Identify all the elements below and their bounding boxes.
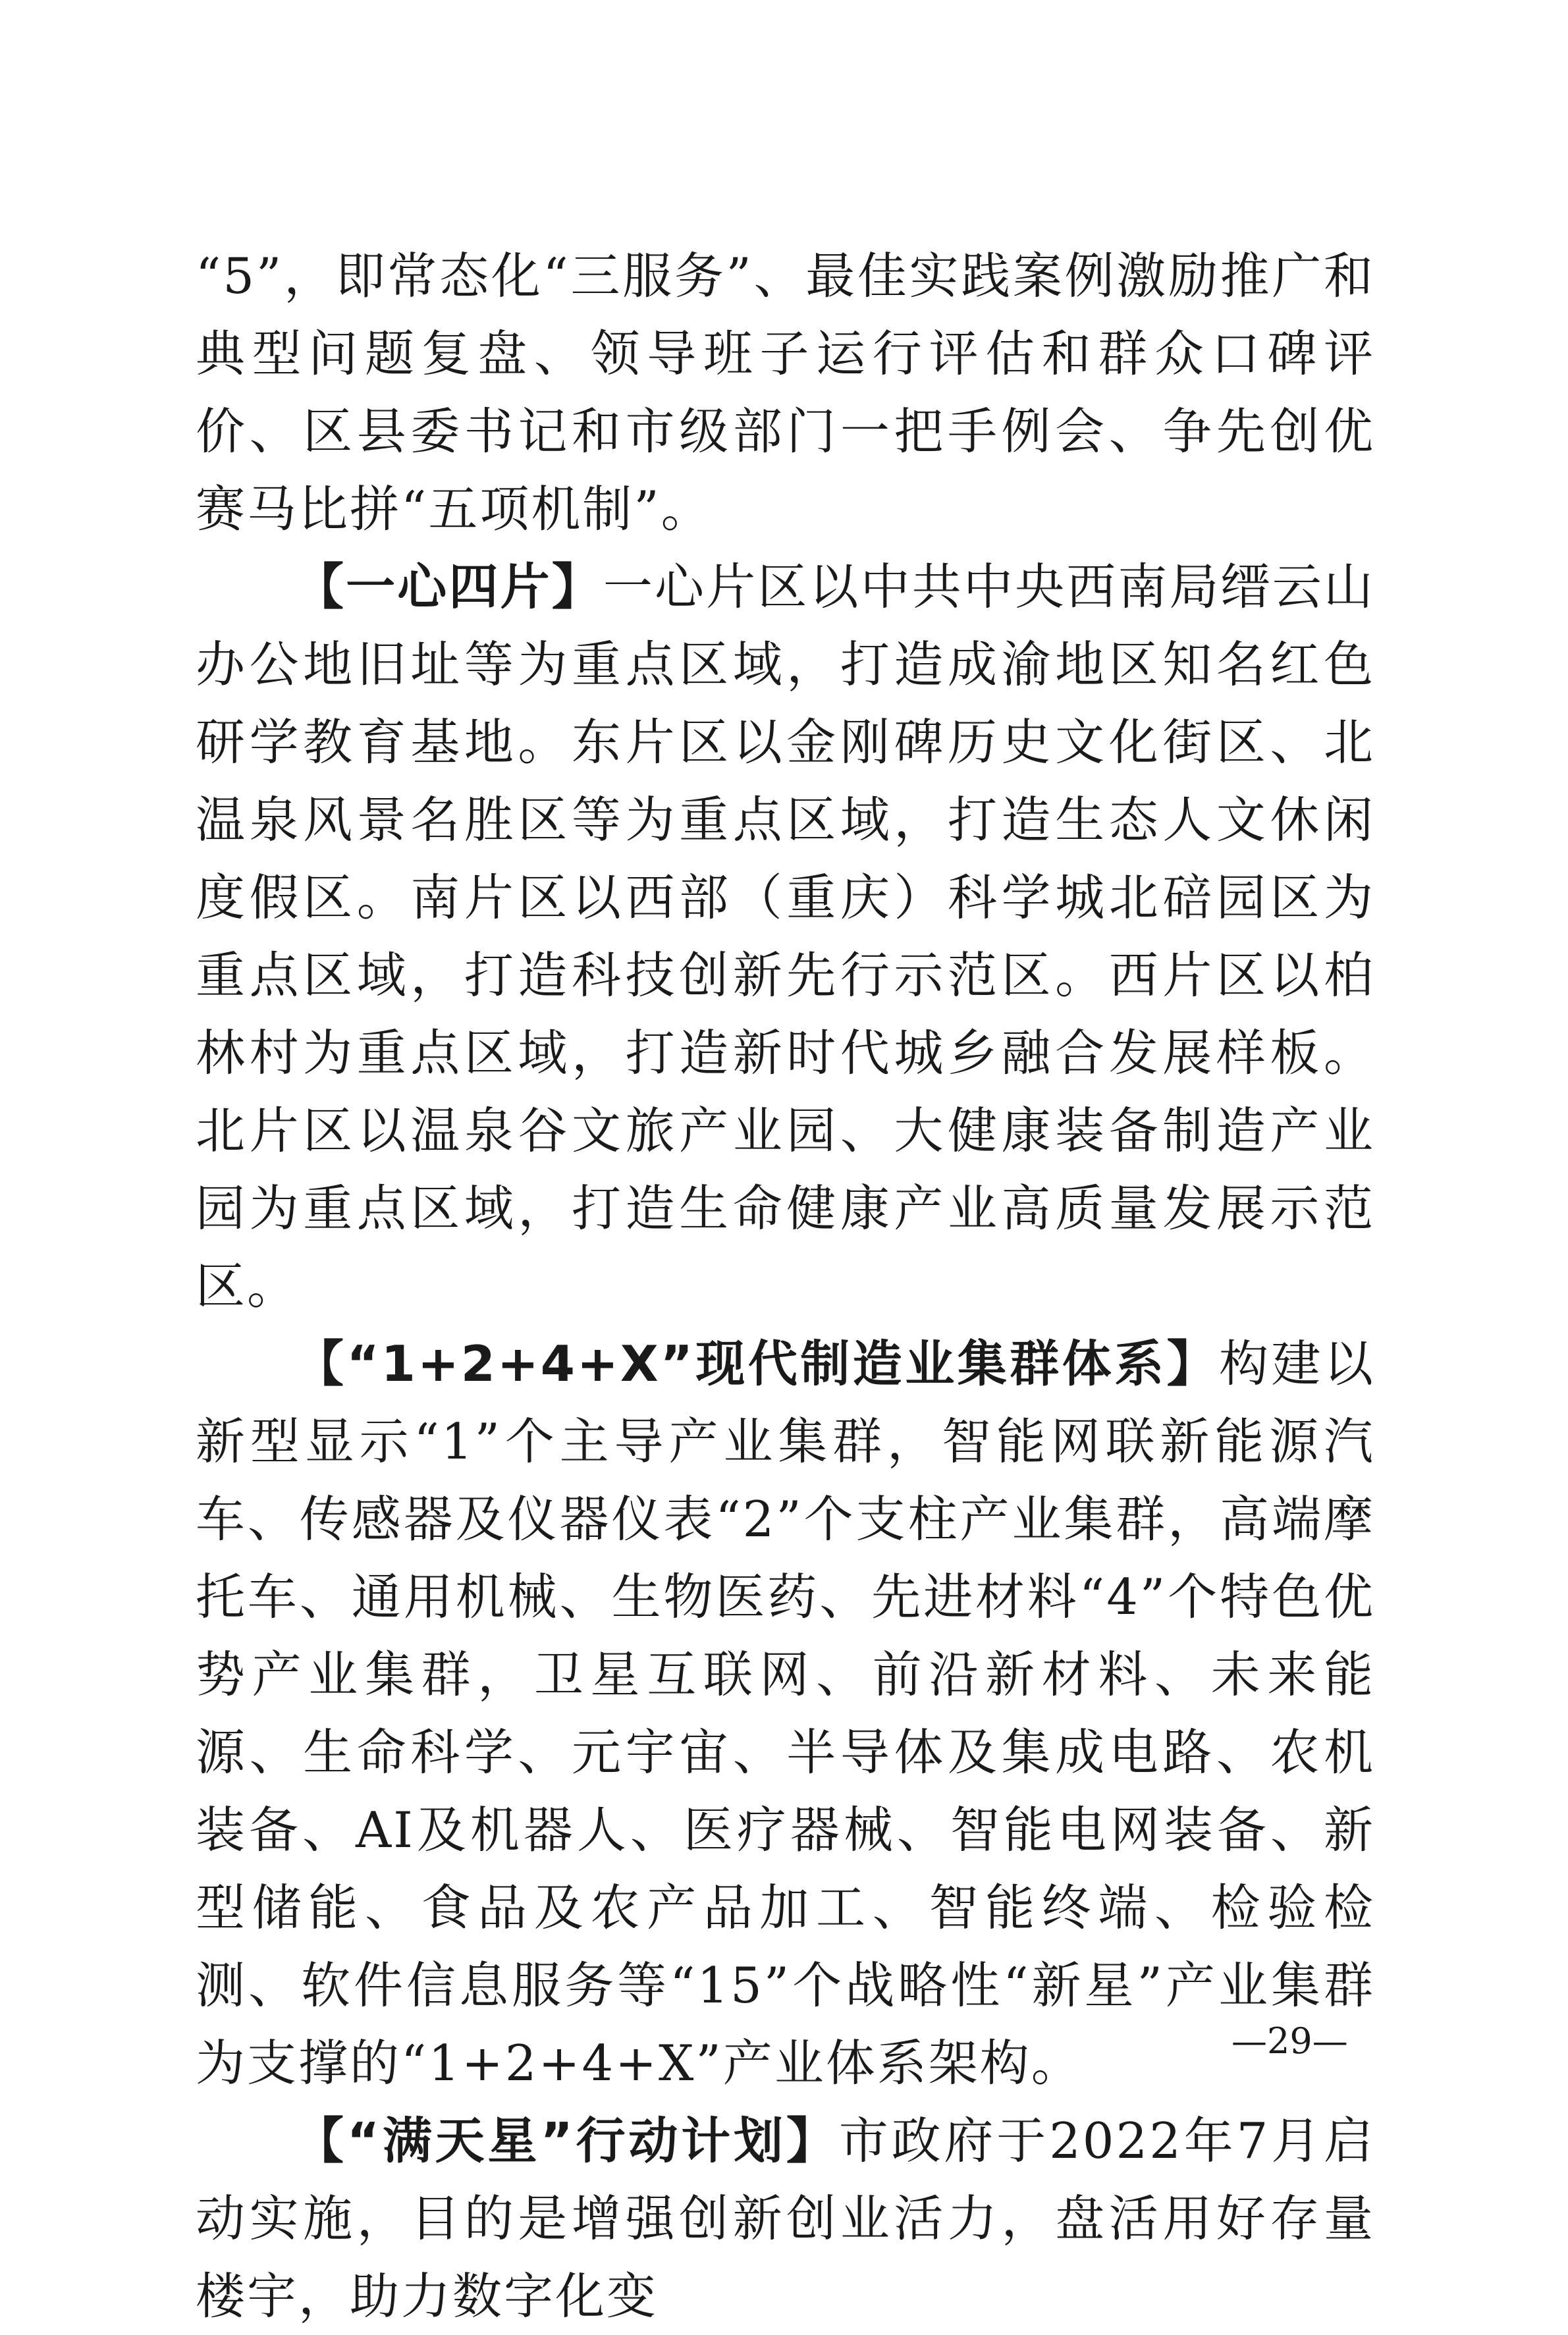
paragraph-yixin-sipian — [196, 548, 1375, 1325]
paragraph-text: 市政府于2022年7月启动实施，目的是增强创新创业活力，盘活用好存量楼宇，助力数字化变 — [196, 2112, 1375, 2325]
paragraph-heading: 【“1+2+4+X”现代制造业集群体系】 — [294, 1335, 1220, 1393]
paragraph-text: “5”，即常态化“三服务”、最佳实践案例激励推广和典型问题复盘、领导班子运行评估和群众口碑评价、区县委书记和市级部门一把手例会、争先创优赛马比拼“五项机制”。 — [196, 247, 1375, 538]
body-text — [196, 237, 1375, 2335]
paragraph-continuation — [196, 237, 1375, 548]
paragraph-mantianxing-plan — [196, 2102, 1375, 2335]
paragraph-heading: 【一心四片】 — [294, 558, 603, 616]
paragraph-text: 构建以新型显示“1”个主导产业集群，智能网联新能源汽车、传感器及仪器仪表“2”个支柱产业集群，高端摩托车、通用机械、生物医药、先进材料“4”个特色优势产业集群，卫星互联网、前沿新材料、未来能源、生命科学、元宇宙、半导体及集成电路、农机装备、AI及机器人、医疗器械、智能电网装备、新型储能、食品及农产品加工、智能终端、检验检测、软件信息服务等“15”个战略性“新星”产业集群为支撑的“1+2+4+X”产业体系架构。 — [196, 1335, 1375, 2092]
paragraph-manufacturing-cluster — [196, 1325, 1375, 2102]
page-number: —29— — [1231, 2020, 1348, 2062]
paragraph-heading: 【“满天星”行动计划】 — [294, 2112, 839, 2170]
paragraph-text: 一心片区以中共中央西南局缙云山办公地旧址等为重点区域，打造成渝地区知名红色研学教育基地。东片区以金刚碑历史文化街区、北温泉风景名胜区等为重点区域，打造生态人文休闲度假区。南片区以西部（重庆）科学城北碚园区为重点区域，打造科技创新先行示范区。西片区以柏林村为重点区域，打造新时代城乡融合发展样板。北片区以温泉谷文旅产业园、大健康装备制造产业园为重点区域，打造生命健康产业高质量发展示范区。 — [196, 558, 1375, 1315]
